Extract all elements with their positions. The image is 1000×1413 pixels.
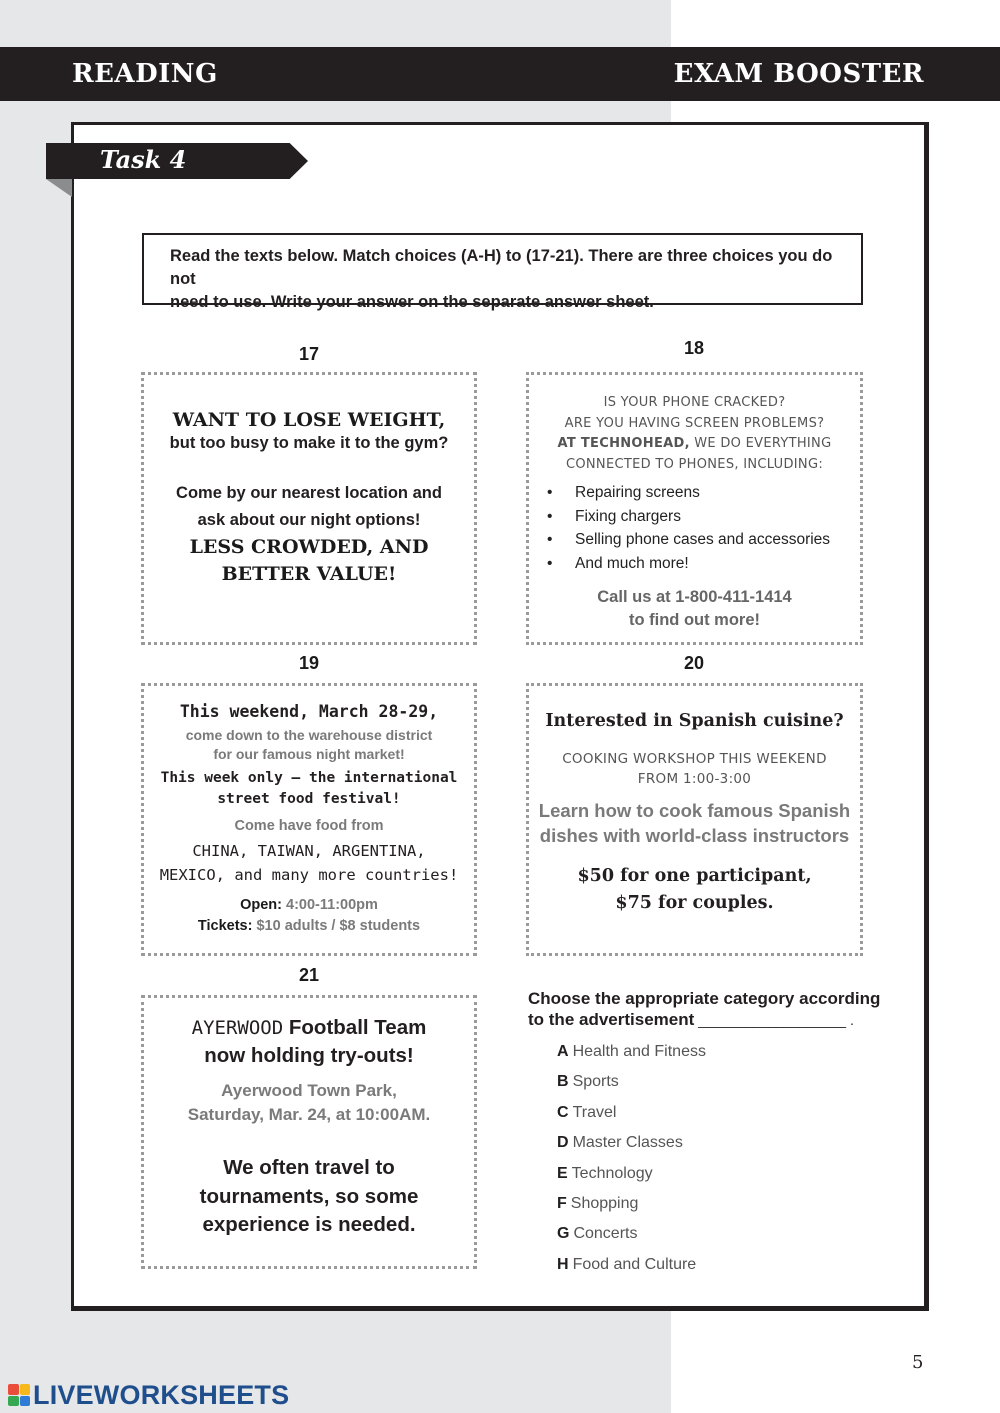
option-b[interactable] bbox=[528, 1067, 888, 1097]
ad18-line-3-rest: WE DO EVERYTHING bbox=[689, 436, 832, 451]
ad19-line-6: Come have food from bbox=[234, 818, 384, 834]
ad17-tagline-1: LESS CROWDED, AND bbox=[189, 536, 429, 558]
header-bar bbox=[0, 47, 1000, 101]
list-item: • Selling phone cases and accessories bbox=[529, 528, 860, 552]
option-letter: E bbox=[557, 1164, 568, 1182]
ad19-line-3: for our famous night market! bbox=[213, 746, 405, 762]
book-title: EXAM BOOSTER bbox=[673, 59, 924, 89]
ad19-line-4: This week only – the international bbox=[160, 770, 458, 786]
option-letter: D bbox=[557, 1134, 569, 1152]
ad21-line-1-rest: Football Team bbox=[283, 1016, 427, 1039]
ad21-line-2: now holding try-outs! bbox=[204, 1044, 414, 1067]
option-letter: F bbox=[557, 1195, 567, 1213]
ad17-tagline-2: BETTER VALUE! bbox=[221, 563, 397, 585]
item-number-21: 21 bbox=[298, 965, 320, 985]
question-prompt-1: Choose the appropriate category according bbox=[528, 989, 881, 1008]
option-g[interactable] bbox=[528, 1219, 888, 1249]
ad17-text-2: ask about our night options! bbox=[197, 511, 421, 529]
option-a[interactable] bbox=[528, 1037, 888, 1067]
task-tab-fold bbox=[46, 179, 72, 197]
question-prompt-text: to the advertisement bbox=[528, 1010, 695, 1029]
option-letter: H bbox=[557, 1255, 569, 1273]
option-text: Technology bbox=[571, 1164, 653, 1182]
ad18-cta-1: Call us at 1-800-411-1414 bbox=[597, 588, 792, 606]
ad-card-17 bbox=[141, 372, 477, 645]
ad19-tickets-label: Tickets: bbox=[197, 918, 253, 934]
ad19-line-1: This weekend, March 28-29, bbox=[179, 702, 439, 721]
ad18-bullet-list bbox=[529, 481, 860, 575]
ad18-cta-2: to find out more! bbox=[628, 611, 761, 629]
item-number-20: 20 bbox=[683, 653, 705, 673]
ad21-line-4: Saturday, Mar. 24, at 10:00AM. bbox=[187, 1105, 431, 1124]
instructions-line-1: Read the texts below. Match choices (A-H) to (17-21). There are three choices you do not bbox=[170, 247, 833, 288]
ad20-price-1: $50 for one participant, bbox=[577, 866, 812, 886]
ad21-line-3: Ayerwood Town Park, bbox=[221, 1081, 397, 1100]
ad18-brand: AT TECHNOHEAD, bbox=[557, 436, 690, 451]
instructions-line-2: need to use. Write your answer on the separate answer sheet. bbox=[170, 293, 654, 311]
task-label: Task 4 bbox=[100, 145, 187, 174]
ad19-line-5: street food festival! bbox=[217, 791, 401, 807]
ad19-open-label: Open: bbox=[240, 897, 282, 913]
ad19-line-7: CHINA, TAIWAN, ARGENTINA, bbox=[192, 842, 426, 860]
list-item: • And much more! bbox=[529, 552, 860, 576]
option-h[interactable] bbox=[528, 1250, 888, 1280]
option-letter: A bbox=[557, 1043, 569, 1060]
ad19-tickets-value: $10 adults / $8 students bbox=[252, 918, 421, 934]
item-number-19: 19 bbox=[298, 653, 320, 673]
option-e[interactable] bbox=[528, 1159, 888, 1189]
ad-card-20 bbox=[526, 683, 863, 956]
option-letter: B bbox=[557, 1073, 569, 1091]
option-c[interactable] bbox=[528, 1098, 888, 1128]
ad21-team-name: AYERWOOD bbox=[191, 1017, 284, 1039]
ad18-line-1: IS YOUR PHONE CRACKED? bbox=[603, 395, 786, 410]
option-text: Sports bbox=[572, 1073, 619, 1091]
ad20-line-3: FROM 1:00-3:00 bbox=[637, 771, 752, 787]
liveworksheets-logo[interactable] bbox=[8, 1381, 289, 1409]
ad17-headline: WANT TO LOSE WEIGHT, bbox=[172, 409, 446, 431]
ad21-line-6: tournaments, so some bbox=[199, 1184, 419, 1208]
ad20-price-2: $75 for couples. bbox=[615, 893, 774, 913]
option-text: Health and Fitness bbox=[572, 1043, 706, 1060]
logo-text: LIVEWORKSHEETS bbox=[33, 1379, 290, 1410]
ad20-line-2: COOKING WORKSHOP THIS WEEKEND bbox=[562, 751, 827, 767]
logo-grid-icon bbox=[8, 1384, 30, 1406]
option-text: Master Classes bbox=[572, 1134, 683, 1152]
option-text: Shopping bbox=[570, 1195, 639, 1213]
page-number: 5 bbox=[912, 1352, 924, 1373]
ad19-line-8: MEXICO, and many more countries! bbox=[159, 866, 459, 884]
ad-card-18 bbox=[526, 372, 863, 645]
option-d[interactable] bbox=[528, 1128, 888, 1158]
option-text: Concerts bbox=[573, 1225, 638, 1243]
ad21-line-1 bbox=[144, 1014, 474, 1042]
option-text: Food and Culture bbox=[572, 1255, 697, 1273]
ad19-line-2: come down to the warehouse district bbox=[185, 727, 433, 743]
list-item: • Repairing screens bbox=[529, 481, 860, 505]
ad21-line-5: We often travel to bbox=[223, 1156, 395, 1179]
ad-card-19 bbox=[141, 683, 477, 956]
ad20-line-5: dishes with world-class instructors bbox=[539, 825, 850, 846]
ad17-text-1: Come by our nearest location and bbox=[176, 484, 442, 502]
ad19-open-value: 4:00-11:00pm bbox=[281, 897, 378, 913]
list-item: • Fixing chargers bbox=[529, 505, 860, 529]
ad20-line-4: Learn how to cook famous Spanish bbox=[538, 800, 851, 821]
item-number-18: 18 bbox=[683, 338, 705, 358]
item-number-17: 17 bbox=[298, 344, 320, 364]
ad20-headline: Interested in Spanish cuisine? bbox=[545, 711, 844, 731]
ad19-ticket-prices bbox=[144, 916, 474, 937]
option-letter: C bbox=[557, 1103, 569, 1121]
ad18-line-2: ARE YOU HAVING SCREEN PROBLEMS? bbox=[564, 415, 825, 431]
ad18-line-3 bbox=[529, 434, 860, 455]
ad21-line-7: experience is needed. bbox=[202, 1213, 416, 1236]
option-f[interactable] bbox=[528, 1189, 888, 1219]
ad19-opening-hours bbox=[144, 895, 474, 916]
option-text: Travel bbox=[572, 1103, 617, 1121]
instructions-box bbox=[142, 233, 863, 311]
question-prompt-2 bbox=[528, 1009, 888, 1031]
section-title: READING bbox=[72, 59, 218, 89]
answer-blank[interactable]: ___________________ . bbox=[694, 1012, 854, 1028]
ad-card-21 bbox=[141, 995, 477, 1269]
category-options bbox=[528, 988, 888, 1280]
ad18-line-4: CONNECTED TO PHONES, INCLUDING: bbox=[565, 456, 824, 472]
option-letter: G bbox=[557, 1225, 570, 1243]
ad17-subline: but too busy to make it to the gym? bbox=[169, 434, 449, 452]
